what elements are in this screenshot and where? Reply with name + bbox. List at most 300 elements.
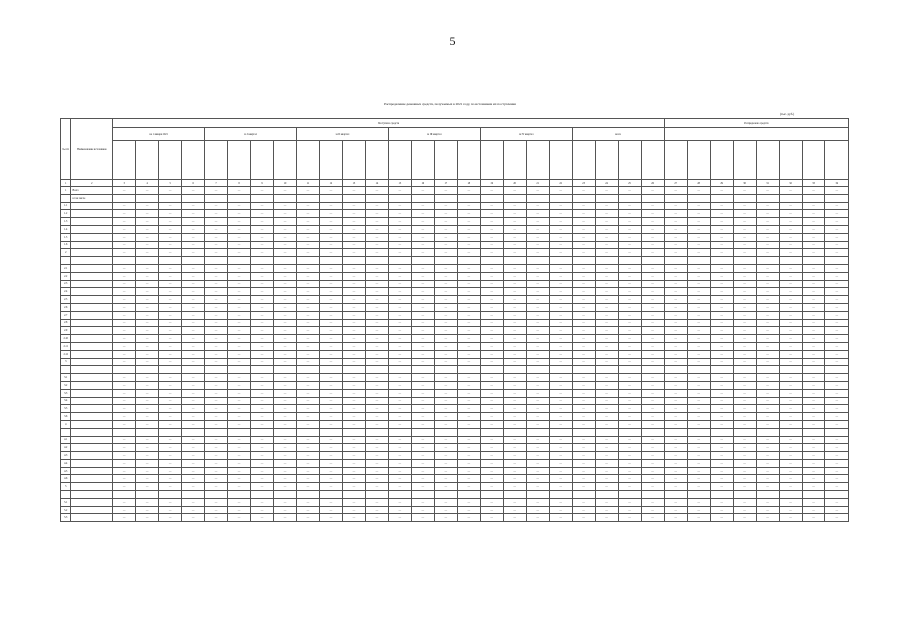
table-cell: — — [664, 506, 687, 514]
table-cell: — — [228, 436, 251, 444]
row-name — [71, 506, 113, 514]
table-cell: — — [503, 444, 526, 452]
table-cell: — — [182, 389, 205, 397]
table-cell: — — [411, 397, 434, 405]
table-cell: — — [825, 405, 849, 413]
table-cell — [572, 257, 595, 265]
table-cell: — — [572, 452, 595, 460]
table-cell: — — [251, 444, 274, 452]
table-row — [61, 257, 849, 265]
row-number: 2.11 — [61, 342, 71, 350]
page-number: 5 — [449, 34, 456, 48]
table-cell: — — [274, 233, 297, 241]
table-cell: — — [664, 296, 687, 304]
table-cell: — — [205, 288, 228, 296]
table-cell: — — [664, 202, 687, 210]
column-number: 33 — [802, 180, 825, 187]
table-cell — [319, 366, 342, 374]
table-cell: — — [251, 311, 274, 319]
table-title: Распределение денежных средств, получаемых в 2021 году, по источникам их поступления — [384, 102, 516, 106]
row-name — [71, 202, 113, 210]
row-name — [71, 257, 113, 265]
table-cell: — — [319, 272, 342, 280]
table-cell: — — [664, 350, 687, 358]
table-cell: — — [641, 288, 664, 296]
table-cell: — — [641, 311, 664, 319]
header-subcol — [526, 141, 549, 180]
table-cell: — — [365, 483, 388, 491]
table-cell: — — [274, 225, 297, 233]
table-cell: — — [434, 280, 457, 288]
table-cell — [434, 194, 457, 202]
table-cell: — — [205, 342, 228, 350]
table-cell: — — [434, 514, 457, 522]
table-cell: — — [159, 280, 182, 288]
table-row — [61, 210, 849, 218]
table-cell — [549, 428, 572, 436]
table-cell: — — [595, 436, 618, 444]
table-cell — [182, 366, 205, 374]
table-cell: — — [388, 467, 411, 475]
table-cell — [365, 428, 388, 436]
table-cell: — — [228, 514, 251, 522]
table-cell: — — [664, 436, 687, 444]
row-number: 1.5 — [61, 233, 71, 241]
table-cell: — — [411, 444, 434, 452]
table-cell: — — [526, 514, 549, 522]
table-cell: — — [480, 405, 503, 413]
table-cell: — — [802, 467, 825, 475]
table-cell: — — [802, 225, 825, 233]
table-cell: — — [480, 210, 503, 218]
table-cell: — — [572, 413, 595, 421]
table-cell: — — [503, 218, 526, 226]
table-cell: — — [641, 444, 664, 452]
table-cell: — — [411, 249, 434, 257]
table-cell: — — [136, 389, 159, 397]
table-cell: — — [205, 311, 228, 319]
table-cell: — — [526, 280, 549, 288]
table-cell: — — [733, 335, 756, 343]
table-cell: — — [136, 397, 159, 405]
data-table — [60, 118, 849, 522]
table-cell: — — [618, 467, 641, 475]
table-row — [61, 428, 849, 436]
table-cell — [802, 366, 825, 374]
row-name — [71, 280, 113, 288]
column-number: 32 — [779, 180, 802, 187]
table-cell: — — [733, 381, 756, 389]
table-cell: — — [733, 405, 756, 413]
table-cell: — — [159, 444, 182, 452]
table-cell: — — [710, 272, 733, 280]
table-row — [61, 218, 849, 226]
table-cell: — — [779, 358, 802, 366]
table-cell: — — [113, 272, 136, 280]
header-subcol — [274, 141, 297, 180]
table-cell: — — [549, 397, 572, 405]
table-cell — [572, 428, 595, 436]
table-cell — [251, 428, 274, 436]
table-cell: — — [113, 483, 136, 491]
header-subcol — [296, 141, 319, 180]
table-cell: — — [595, 342, 618, 350]
table-cell: — — [825, 202, 849, 210]
table-cell: — — [136, 210, 159, 218]
table-cell: — — [687, 202, 710, 210]
table-cell — [503, 491, 526, 499]
table-cell: — — [228, 327, 251, 335]
table-cell: — — [503, 233, 526, 241]
table-cell: — — [733, 350, 756, 358]
table-cell: — — [779, 264, 802, 272]
table-cell: — — [802, 498, 825, 506]
table-row — [61, 249, 849, 257]
table-cell: — — [411, 467, 434, 475]
table-cell: — — [159, 350, 182, 358]
table-cell: — — [802, 272, 825, 280]
table-cell: — — [411, 483, 434, 491]
table-cell: — — [572, 467, 595, 475]
table-cell: — — [365, 280, 388, 288]
table-cell: — — [113, 202, 136, 210]
table-cell: — — [825, 335, 849, 343]
table-cell — [756, 257, 779, 265]
table-cell: — — [388, 210, 411, 218]
table-cell: — — [710, 288, 733, 296]
table-cell — [228, 366, 251, 374]
table-cell: — — [136, 381, 159, 389]
table-cell: — — [159, 358, 182, 366]
row-number: 2.9 — [61, 327, 71, 335]
table-cell: — — [159, 467, 182, 475]
table-cell: — — [296, 397, 319, 405]
header-subcol — [319, 141, 342, 180]
table-cell: — — [687, 514, 710, 522]
table-cell: — — [457, 280, 480, 288]
table-cell: — — [205, 475, 228, 483]
table-cell — [618, 257, 641, 265]
table-cell: — — [756, 506, 779, 514]
table-cell: — — [365, 389, 388, 397]
table-cell: — — [296, 374, 319, 382]
column-number: 5 — [159, 180, 182, 187]
table-cell: — — [687, 225, 710, 233]
table-cell: — — [251, 319, 274, 327]
table-cell: — — [274, 413, 297, 421]
table-row — [61, 194, 849, 202]
header-subcol — [434, 141, 457, 180]
table-cell: — — [182, 358, 205, 366]
table-cell: — — [802, 389, 825, 397]
table-row — [61, 233, 849, 241]
table-cell: — — [319, 374, 342, 382]
column-number: 1 — [61, 180, 71, 187]
table-cell: — — [205, 397, 228, 405]
table-cell: — — [228, 498, 251, 506]
table-cell: — — [756, 467, 779, 475]
table-cell: — — [365, 498, 388, 506]
table-cell: — — [641, 514, 664, 522]
table-cell: — — [457, 264, 480, 272]
table-cell: — — [549, 374, 572, 382]
table-cell: — — [365, 374, 388, 382]
table-cell: — — [572, 280, 595, 288]
table-cell: — — [549, 498, 572, 506]
table-cell: — — [825, 303, 849, 311]
table-cell: — — [480, 311, 503, 319]
table-cell: — — [274, 405, 297, 413]
table-cell: — — [342, 498, 365, 506]
table-cell: — — [342, 272, 365, 280]
table-cell: — — [687, 288, 710, 296]
table-cell: — — [411, 405, 434, 413]
table-cell: — — [342, 413, 365, 421]
header-group-b: Распределено средств — [664, 119, 848, 128]
table-cell: — — [595, 506, 618, 514]
column-number: 3 — [113, 180, 136, 187]
table-cell: — — [457, 296, 480, 304]
table-cell: — — [480, 444, 503, 452]
table-cell: — — [274, 420, 297, 428]
table-cell: — — [503, 420, 526, 428]
table-cell: — — [779, 342, 802, 350]
table-cell: — — [526, 303, 549, 311]
table-cell: — — [549, 444, 572, 452]
table-cell: — — [136, 374, 159, 382]
column-number: 22 — [549, 180, 572, 187]
table-cell: — — [434, 218, 457, 226]
table-cell: — — [779, 514, 802, 522]
table-row — [61, 327, 849, 335]
table-cell: — — [687, 444, 710, 452]
table-cell: — — [365, 311, 388, 319]
table-cell: — — [136, 498, 159, 506]
table-cell — [296, 366, 319, 374]
table-cell: — — [549, 358, 572, 366]
table-cell: — — [113, 420, 136, 428]
table-cell: — — [251, 187, 274, 195]
table-row — [61, 452, 849, 460]
table-cell: — — [228, 272, 251, 280]
table-cell: — — [342, 311, 365, 319]
table-cell — [618, 366, 641, 374]
table-cell: — — [113, 288, 136, 296]
table-cell: — — [733, 475, 756, 483]
table-cell: — — [756, 233, 779, 241]
table-cell: — — [182, 280, 205, 288]
table-cell: — — [733, 397, 756, 405]
table-cell: — — [618, 210, 641, 218]
table-cell: — — [825, 381, 849, 389]
table-cell: — — [549, 342, 572, 350]
table-cell: — — [710, 405, 733, 413]
table-cell — [779, 366, 802, 374]
table-cell: — — [756, 397, 779, 405]
table-cell: — — [549, 210, 572, 218]
table-cell: — — [825, 288, 849, 296]
table-cell: — — [159, 202, 182, 210]
table-cell: — — [526, 210, 549, 218]
table-cell: — — [365, 264, 388, 272]
table-cell: — — [779, 335, 802, 343]
table-cell: — — [457, 498, 480, 506]
table-cell: — — [503, 241, 526, 249]
table-cell: — — [388, 389, 411, 397]
table-cell: — — [296, 467, 319, 475]
table-cell: — — [205, 467, 228, 475]
table-cell: — — [710, 280, 733, 288]
header-period: за III квартал — [388, 128, 480, 141]
table-cell: — — [388, 506, 411, 514]
row-number: 4.5 — [61, 467, 71, 475]
table-cell: — — [825, 210, 849, 218]
table-cell: — — [526, 296, 549, 304]
header-subcol — [388, 141, 411, 180]
table-cell: — — [228, 381, 251, 389]
table-cell: — — [411, 374, 434, 382]
table-cell: — — [802, 296, 825, 304]
header-group-a: Поступило средств — [113, 119, 664, 128]
table-cell: — — [549, 413, 572, 421]
row-number: 2.8 — [61, 319, 71, 327]
table-cell: — — [457, 444, 480, 452]
table-cell: — — [434, 210, 457, 218]
table-cell: — — [365, 218, 388, 226]
table-cell: — — [549, 514, 572, 522]
table-cell: — — [342, 483, 365, 491]
table-cell: — — [641, 233, 664, 241]
table-cell: — — [779, 218, 802, 226]
table-cell: — — [779, 444, 802, 452]
table-cell: — — [618, 288, 641, 296]
column-number: 10 — [274, 180, 297, 187]
table-cell: — — [710, 506, 733, 514]
table-cell: — — [618, 413, 641, 421]
table-cell: — — [342, 249, 365, 257]
table-cell: — — [664, 319, 687, 327]
table-row — [61, 498, 849, 506]
column-number: 18 — [457, 180, 480, 187]
table-cell: — — [319, 467, 342, 475]
row-number: 3.1 — [61, 374, 71, 382]
table-cell: — — [113, 311, 136, 319]
table-cell: — — [159, 319, 182, 327]
table-cell: — — [710, 241, 733, 249]
column-number: 12 — [319, 180, 342, 187]
table-cell: — — [779, 202, 802, 210]
table-cell: — — [480, 225, 503, 233]
table-cell: — — [113, 452, 136, 460]
table-cell: — — [687, 303, 710, 311]
table-cell: — — [319, 335, 342, 343]
table-cell: — — [319, 280, 342, 288]
table-cell: — — [526, 459, 549, 467]
table-cell: — — [549, 467, 572, 475]
table-cell: — — [802, 288, 825, 296]
table-cell — [113, 491, 136, 499]
table-cell: — — [434, 303, 457, 311]
table-cell: — — [342, 233, 365, 241]
table-row — [61, 374, 849, 382]
table-cell: — — [388, 241, 411, 249]
column-number: 4 — [136, 180, 159, 187]
table-cell: — — [251, 249, 274, 257]
table-cell: — — [365, 319, 388, 327]
table-cell: — — [618, 303, 641, 311]
table-cell: — — [756, 187, 779, 195]
row-name — [71, 225, 113, 233]
table-cell: — — [228, 187, 251, 195]
table-cell: — — [572, 420, 595, 428]
table-cell: — — [205, 303, 228, 311]
table-cell: — — [526, 381, 549, 389]
table-cell: — — [319, 249, 342, 257]
table-cell — [342, 194, 365, 202]
table-row — [61, 405, 849, 413]
table-cell: — — [503, 405, 526, 413]
table-cell: — — [228, 202, 251, 210]
column-number: 31 — [756, 180, 779, 187]
table-cell: — — [136, 233, 159, 241]
table-cell: — — [572, 233, 595, 241]
table-cell: — — [113, 350, 136, 358]
table-cell: — — [342, 459, 365, 467]
table-cell: — — [664, 514, 687, 522]
table-cell: — — [618, 272, 641, 280]
table-cell: — — [434, 483, 457, 491]
table-cell: — — [526, 319, 549, 327]
table-cell: — — [342, 303, 365, 311]
table-cell: — — [319, 327, 342, 335]
table-cell: — — [503, 272, 526, 280]
table-cell: — — [411, 288, 434, 296]
table-cell: — — [664, 342, 687, 350]
table-cell: — — [434, 288, 457, 296]
table-cell: — — [641, 225, 664, 233]
table-cell: — — [159, 405, 182, 413]
table-cell — [595, 257, 618, 265]
table-cell: — — [779, 319, 802, 327]
row-number: 2.5 — [61, 296, 71, 304]
table-cell: — — [274, 389, 297, 397]
table-cell: — — [205, 389, 228, 397]
table-cell: — — [182, 264, 205, 272]
table-cell — [480, 257, 503, 265]
table-cell — [549, 194, 572, 202]
table-cell: — — [113, 225, 136, 233]
table-cell: — — [595, 249, 618, 257]
table-cell: — — [228, 280, 251, 288]
table-cell: — — [411, 319, 434, 327]
table-cell: — — [733, 225, 756, 233]
table-cell — [388, 257, 411, 265]
table-cell: — — [549, 350, 572, 358]
table-cell: — — [710, 514, 733, 522]
table-cell: — — [274, 218, 297, 226]
table-cell: — — [733, 374, 756, 382]
table-cell — [595, 428, 618, 436]
table-cell: — — [205, 218, 228, 226]
table-cell: — — [434, 381, 457, 389]
table-cell: — — [251, 210, 274, 218]
table-cell: — — [228, 210, 251, 218]
header-subcol — [687, 141, 710, 180]
table-cell: — — [802, 319, 825, 327]
table-cell: — — [779, 210, 802, 218]
table-cell: — — [572, 358, 595, 366]
table-cell: — — [595, 225, 618, 233]
